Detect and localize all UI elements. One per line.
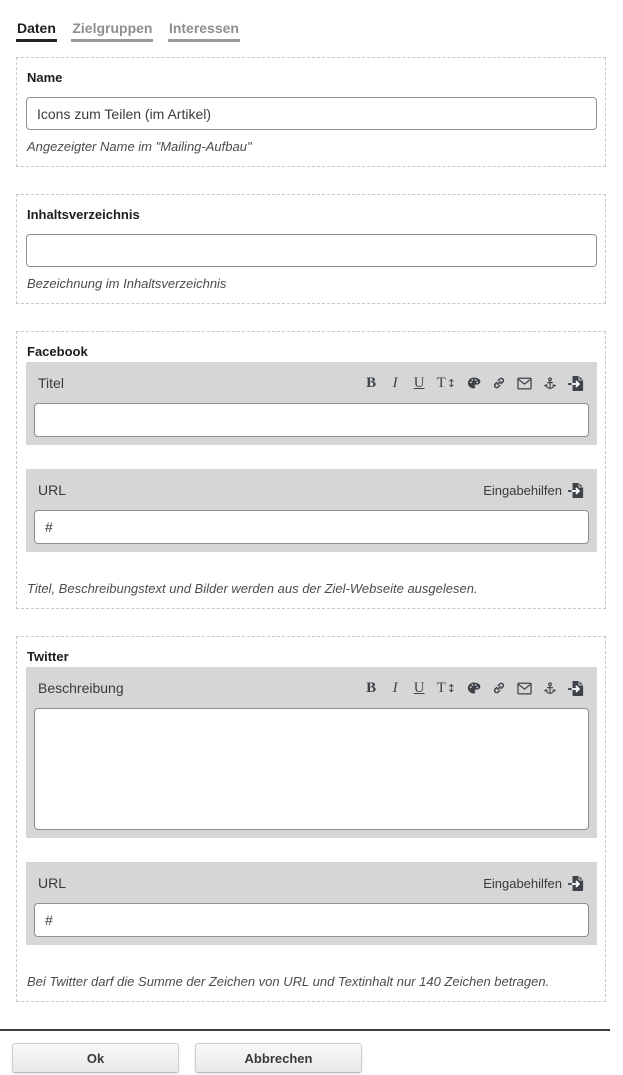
- section-twitter: [16, 636, 606, 1002]
- italic-icon[interactable]: I: [392, 679, 398, 696]
- text-size-icon[interactable]: T ↕: [436, 679, 456, 696]
- text-size-icon[interactable]: T ↕: [436, 374, 456, 391]
- bold-icon[interactable]: B: [366, 679, 377, 696]
- facebook-titel-label: Titel: [38, 375, 64, 391]
- insert-content-icon[interactable]: [568, 374, 585, 392]
- section-facebook: [16, 331, 606, 609]
- twitter-editor-panel: [26, 667, 597, 838]
- facebook-url-label: URL: [38, 482, 67, 498]
- tab-zielgruppen[interactable]: Zielgruppen: [71, 20, 153, 42]
- facebook-label: Facebook: [27, 344, 88, 359]
- twitter-beschreibung-label: Beschreibung: [38, 680, 124, 696]
- twitter-url-label: URL: [38, 875, 67, 891]
- facebook-editor-panel: [26, 362, 597, 445]
- editor-toolbar: [365, 374, 585, 392]
- toc-input[interactable]: [26, 234, 597, 267]
- color-palette-icon[interactable]: [467, 679, 481, 697]
- twitter-label: Twitter: [27, 649, 69, 664]
- insert-content-icon: [568, 874, 585, 892]
- twitter-description-input[interactable]: [34, 708, 589, 830]
- link-icon[interactable]: [492, 679, 506, 697]
- facebook-editor-header: [38, 373, 585, 393]
- anchor-icon[interactable]: [543, 679, 557, 697]
- tab-interessen[interactable]: Interessen: [168, 20, 240, 42]
- underline-icon[interactable]: U: [413, 374, 425, 391]
- twitter-url-panel: [26, 862, 597, 945]
- input-helpers-label: Eingabehilfen: [483, 482, 562, 498]
- facebook-hint: Titel, Beschreibungstext und Bilder werden aus der Ziel-Webseite ausgelesen.: [27, 581, 478, 596]
- name-label: Name: [27, 70, 63, 85]
- name-input[interactable]: [26, 97, 597, 130]
- tab-daten[interactable]: Daten: [16, 20, 57, 42]
- facebook-url-header: [38, 480, 585, 500]
- toc-label: Inhaltsverzeichnis: [27, 207, 140, 222]
- underline-icon[interactable]: U: [413, 679, 425, 696]
- twitter-hint: Bei Twitter darf die Summe der Zeichen von URL und Textinhalt nur 140 Zeichen betragen.: [27, 974, 550, 989]
- section-name: [16, 57, 606, 167]
- insert-content-icon: [568, 481, 585, 499]
- facebook-title-input[interactable]: [34, 403, 589, 437]
- facebook-url-panel: [26, 469, 597, 552]
- editor-toolbar: [365, 679, 585, 697]
- anchor-icon[interactable]: [543, 374, 557, 392]
- action-buttons: [12, 1043, 623, 1073]
- bold-icon[interactable]: B: [366, 374, 377, 391]
- cancel-button[interactable]: Abbrechen: [195, 1043, 362, 1073]
- facebook-input-helpers-button[interactable]: [483, 481, 585, 499]
- email-icon[interactable]: [517, 374, 532, 392]
- email-icon[interactable]: [517, 679, 532, 697]
- footer-divider: [0, 1029, 610, 1031]
- insert-content-icon[interactable]: [568, 679, 585, 697]
- twitter-url-header: [38, 873, 585, 893]
- twitter-url-input[interactable]: [34, 903, 589, 937]
- toc-hint: Bezeichnung im Inhaltsverzeichnis: [27, 276, 227, 291]
- color-palette-icon[interactable]: [467, 374, 481, 392]
- tab-bar: [16, 20, 623, 42]
- facebook-url-input[interactable]: [34, 510, 589, 544]
- twitter-input-helpers-button[interactable]: [483, 874, 585, 892]
- italic-icon[interactable]: I: [392, 374, 398, 391]
- share-icons-settings-form: [0, 20, 623, 1073]
- name-hint: Angezeigter Name im "Mailing-Aufbau": [27, 139, 252, 154]
- section-toc: [16, 194, 606, 304]
- input-helpers-label: Eingabehilfen: [483, 875, 562, 891]
- twitter-editor-header: [38, 678, 585, 698]
- link-icon[interactable]: [492, 374, 506, 392]
- ok-button[interactable]: Ok: [12, 1043, 179, 1073]
